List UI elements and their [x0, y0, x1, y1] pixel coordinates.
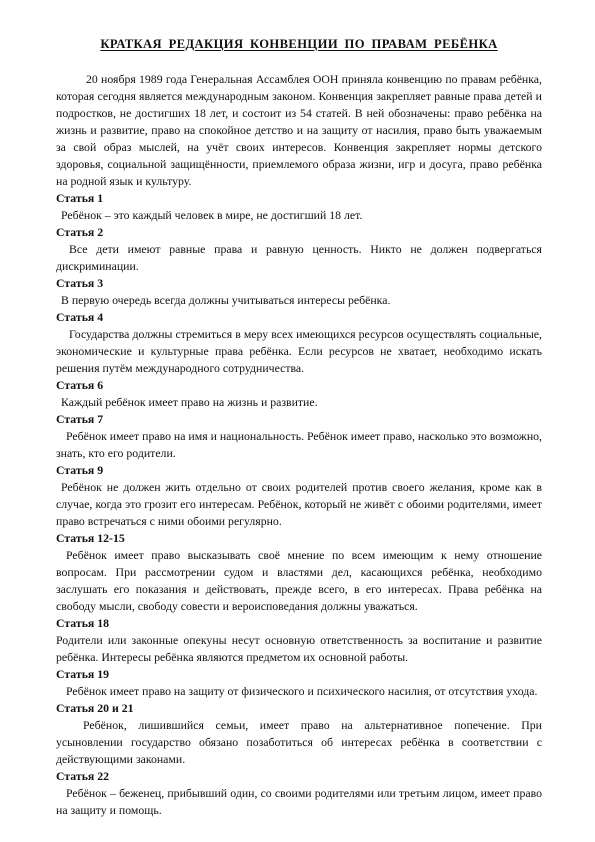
article-1-heading: Статья 1 [56, 191, 104, 205]
article-22-text: Ребёнок – беженец, прибывший один, со своими родителями или третьим лицом, имеет право на защиту и помощь. [56, 786, 542, 817]
article-19-heading: Статья 19 [56, 667, 110, 681]
article-22-heading: Статья 22 [56, 769, 110, 783]
article-20-21-text: Ребёнок, лишившийся семьи, имеет право на альтернативное попечение. При усыновлении государство обязано позаботиться об интересах ребёнка в соответствии с действующими законами. [56, 718, 542, 766]
article-9-heading: Статья 9 [56, 463, 104, 477]
article-19-text: Ребёнок имеет право на защиту от физического и психического насилия, от отсутствия ухода. [66, 684, 538, 698]
article-9-text: Ребёнок не должен жить отдельно от своих родителей против своего желания, кроме как в случае, когда это грозит его интересам. Ребёнок, который не живёт с обоими родителями, имеет право встречаться с ними обоими регулярно. [56, 480, 542, 528]
article-2-text: Все дети имеют равные права и равную ценность. Никто не должен подвергаться дискриминации. [56, 242, 542, 273]
article-7-heading: Статья 7 [56, 412, 104, 426]
article-3-text: В первую очередь всегда должны учитываться интересы ребёнка. [61, 293, 391, 307]
document-page [56, 37, 542, 819]
article-7-text: Ребёнок имеет право на имя и национальность. Ребёнок имеет право, насколько это возможно, знать, кто его родители. [56, 429, 542, 460]
article-1-text: Ребёнок – это каждый человек в мире, не достигший 18 лет. [61, 208, 363, 222]
article-12-15-heading: Статья 12-15 [56, 531, 125, 545]
article-20-21-heading: Статья 20 и 21 [56, 701, 134, 715]
page-title: КРАТКАЯ РЕДАКЦИЯ КОНВЕНЦИИ ПО ПРАВАМ РЕБЁНКА [100, 37, 498, 51]
article-2-heading: Статья 2 [56, 225, 104, 239]
article-4-text: Государства должны стремиться в меру всех имеющихся ресурсов осуществлять социальные, экономические и культурные права ребёнка. Если ресурсов не хватает, необходимо искать решения путём международного сотрудничества. [56, 327, 542, 375]
article-6-text: Каждый ребёнок имеет право на жизнь и развитие. [61, 395, 318, 409]
intro-paragraph: 20 ноября 1989 года Генеральная Ассамблея ООН приняла конвенцию по правам ребёнка, которая сегодня является международным законом. Конвенция закрепляет равные права детей и подростков, не достигших 18 лет, и состоит из 54 статей. В ней обозначены: право ребёнка на жизнь и развитие, право на спокойное детство и на защиту от насилия, право быть уважаемым за свой образ мыслей, на учёт своих интересов. Конвенция закрепляет нормы детского здоровья, социальной защищённости, приемлемого образа жизни, игр и досуга, право ребёнка на родной язык и культуру. [56, 72, 542, 188]
article-18-heading: Статья 18 [56, 616, 110, 630]
article-12-15-text: Ребёнок имеет право высказывать своё мнение по всем имеющим к нему отношение вопросам. При рассмотрении судом и властями дел, касающихся ребёнка, необходимо заслушать его показания и действовать, прежде всего, в его интересах. Права ребёнка на свободу мысли, свободу совести и вероисповедания должны уважаться. [56, 548, 542, 613]
article-6-heading: Статья 6 [56, 378, 104, 392]
article-4-heading: Статья 4 [56, 310, 104, 324]
article-18-text: Родители или законные опекуны несут основную ответственность за воспитание и развитие ребёнка. Интересы ребёнка являются предметом их основной работы. [56, 633, 542, 664]
article-3-heading: Статья 3 [56, 276, 104, 290]
